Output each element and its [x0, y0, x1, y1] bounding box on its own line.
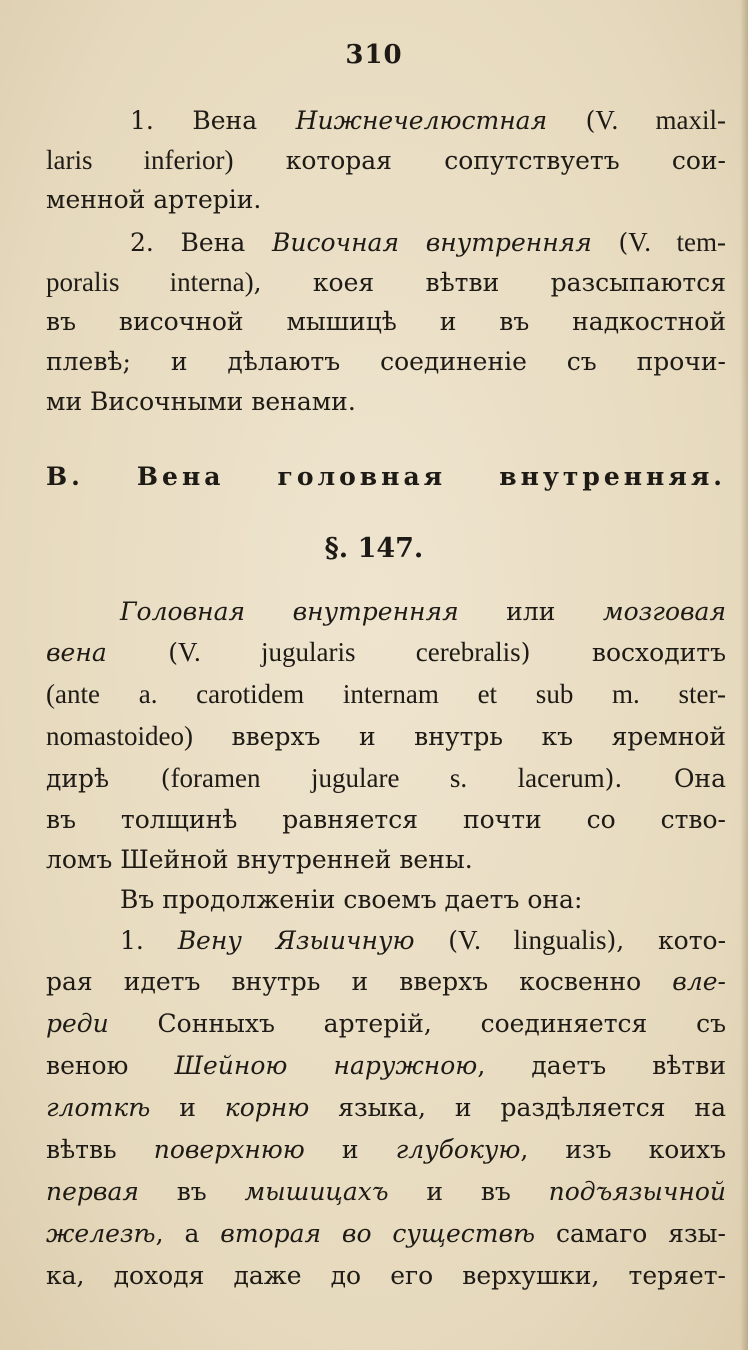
italic-term: вена: [46, 638, 107, 667]
text-line: [46, 342, 726, 382]
italic-term: мозговая: [602, 597, 726, 626]
text-run: которая сопутствуетъ сои-: [233, 146, 726, 175]
text-run: , даетъ вѣтви: [477, 1051, 727, 1080]
text-run: рая идетъ внутрь и вверхъ косвенно: [46, 967, 673, 996]
section-heading: В. Вена головная внутренняя.: [46, 462, 726, 491]
italic-term: корню: [224, 1093, 310, 1122]
latin-term: V. lingualis: [458, 925, 607, 955]
text-line: [130, 100, 726, 141]
text-line: [46, 382, 726, 422]
latin-term: V. jugularis cerebralis: [177, 637, 521, 667]
italic-term: Нижнечелюстная: [295, 106, 548, 135]
text-line: [46, 1046, 726, 1086]
paragraph-number: §. 147.: [324, 533, 424, 564]
latin-term: V. tem-: [628, 227, 727, 257]
text-line: [46, 140, 726, 181]
text-line: [46, 1172, 726, 1212]
text-line: [46, 632, 726, 673]
italic-term: Шейною наружною: [174, 1051, 478, 1080]
text-line: [46, 1256, 726, 1296]
text-line: [46, 800, 726, 840]
text-run: , изъ коихъ: [520, 1135, 726, 1164]
text-run: и: [150, 1093, 225, 1122]
text-run: веною: [46, 1051, 175, 1080]
text-line: [46, 840, 726, 880]
text-run: ломъ Шейной внутренней вены.: [46, 845, 473, 874]
text-run: (: [106, 638, 178, 667]
italic-term: подъязычной: [548, 1177, 727, 1206]
latin-term: nomastoideo): [46, 721, 193, 751]
text-run: въ: [138, 1177, 245, 1206]
text-run: Сонныхъ артерій, соединяется съ: [108, 1009, 726, 1038]
text-run: въ толщинѣ равняется почти со ство-: [46, 805, 726, 834]
italic-term: мышицахъ: [244, 1177, 389, 1206]
text-line: [46, 716, 726, 757]
text-line: [46, 758, 726, 799]
text-run: въ височной мышицѣ и въ надкостной: [46, 307, 726, 336]
text-run: (: [414, 926, 459, 955]
text-run: самаго язы-: [535, 1219, 726, 1248]
text-run: плевѣ; и дѣлаютъ соединеніе съ прочи-: [46, 347, 726, 376]
text-run: дирѣ (: [46, 764, 171, 793]
text-run: или: [458, 597, 603, 626]
latin-term: V. maxil-: [595, 105, 726, 135]
italic-term: первая: [46, 1177, 139, 1206]
italic-term: поверхнюю: [153, 1135, 305, 1164]
text-run: ка, доходя даже до его верхушки, теряет-: [46, 1261, 726, 1290]
text-run: вѣтвь: [46, 1135, 154, 1164]
text-line: [46, 1214, 726, 1254]
latin-term: laris inferior): [46, 145, 234, 175]
latin-term: poralis interna): [46, 267, 254, 297]
text-line: [46, 962, 726, 1002]
text-line: [46, 180, 726, 220]
italic-term: вле-: [672, 967, 726, 996]
italic-term: Височная внутренняя: [272, 228, 592, 257]
page-number: 310: [345, 40, 403, 70]
italic-term: глубокую: [395, 1135, 521, 1164]
text-run: (: [547, 106, 596, 135]
text-line: [120, 880, 726, 920]
text-run: языка, и раздѣляется на: [309, 1093, 726, 1122]
text-run: 1. Вена: [130, 106, 296, 135]
latin-term: foramen jugulare s. lacerum: [170, 763, 605, 793]
text-run: ми Височными венами.: [46, 387, 356, 416]
italic-term: Вену Языичную: [177, 926, 415, 955]
text-line: [130, 222, 726, 263]
text-run: вверхъ и внутрь къ яремной: [192, 722, 726, 751]
text-run: , коея вѣтви разсыпаются: [253, 268, 726, 297]
italic-term: реди: [46, 1009, 109, 1038]
italic-term: глоткѣ: [46, 1093, 151, 1122]
text-line: [46, 262, 726, 303]
text-line: [120, 592, 726, 632]
text-run: , а: [155, 1219, 221, 1248]
text-line: [46, 1088, 726, 1128]
text-run: Въ продолженіи своемъ даетъ она:: [120, 885, 583, 914]
text-run: и въ: [388, 1177, 549, 1206]
text-run: менной артеріи.: [46, 185, 262, 214]
italic-term: Головная внутренняя: [120, 597, 459, 626]
text-run: ). Она: [604, 764, 727, 793]
latin-term: (ante a. carotidem internam et sub m. ster-: [46, 679, 726, 709]
text-run: 2. Вена: [130, 228, 272, 257]
page-edge-shadow: [740, 0, 748, 1350]
text-run: ), кото-: [606, 926, 727, 955]
text-run: 1.: [120, 926, 178, 955]
text-run: и: [304, 1135, 396, 1164]
text-line: [46, 1004, 726, 1044]
text-line: [46, 302, 726, 342]
text-line: [120, 920, 726, 961]
text-line: [46, 1130, 726, 1170]
italic-term: вторая во существѣ: [220, 1219, 536, 1248]
text-line: [46, 674, 726, 714]
text-run: (: [591, 228, 629, 257]
text-run: ) восходитъ: [520, 638, 727, 667]
italic-term: железѣ: [46, 1219, 156, 1248]
